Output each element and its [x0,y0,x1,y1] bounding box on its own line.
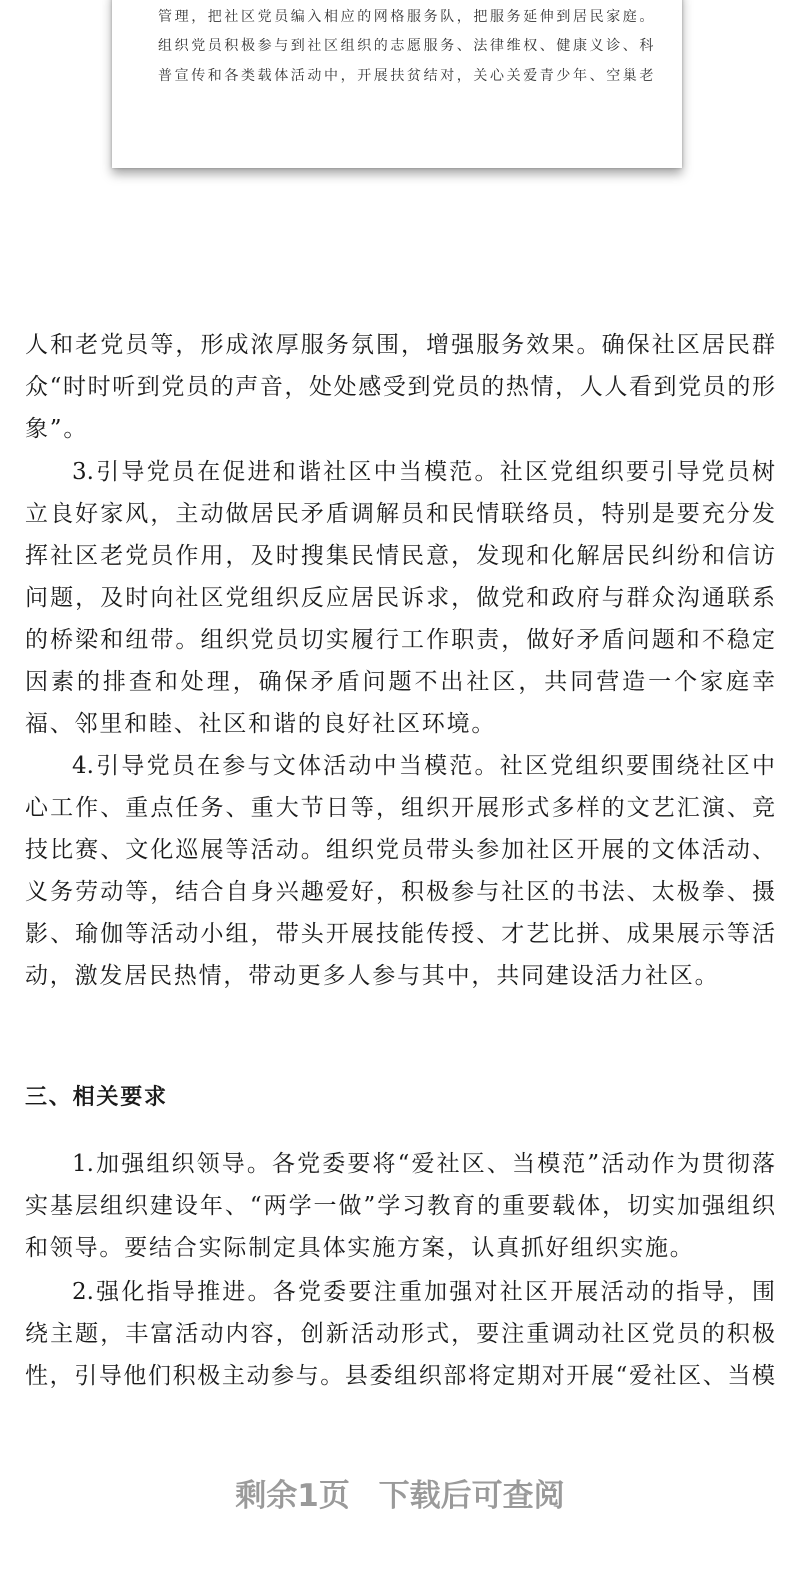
text-line: 4.引导党员在参与文体活动中当模范。社区党组织要围绕社区中 [72,753,775,779]
text-line: 人和老党员等，形成浓厚服务氛围，增强服务效果。确保社区居民群 [25,332,775,358]
page-preview-card [112,0,682,168]
text-line: 福、邻里和睦、社区和谐的良好社区环境。 [25,711,497,737]
card-line: 普宣传和各类载体活动中，开展扶贫结对，关心关爱青少年、空巢老 [158,68,656,84]
text-line: 实基层组织建设年、“两学一做”学习教育的重要载体，切实加强组织 [25,1193,775,1219]
text-line: 和领导。要结合实际制定具体实施方案，认真抓好组织实施。 [25,1235,695,1261]
text-line: 立良好家风，主动做居民矛盾调解员和民情联络员，特别是要充分发 [25,501,775,527]
text-line: 性，引导他们积极主动参与。县委组织部将定期对开展“爱社区、当模 [25,1363,775,1389]
download-to-read-more-link[interactable]: 剩余1页 下载后可查阅 [235,1478,565,1514]
section-heading: 三、相关要求 [25,1085,168,1110]
text-line: 问题，及时向社区党组织反应居民诉求，做党和政府与群众沟通联系 [25,585,775,611]
text-line: 的桥梁和纽带。组织党员切实履行工作职责，做好矛盾问题和不稳定 [25,627,775,653]
text-line: 绕主题，丰富活动内容，创新活动形式，要注重调动社区党员的积极 [25,1321,775,1347]
card-line: 组织党员积极参与到社区组织的志愿服务、法律维权、健康义诊、科 [158,38,656,54]
text-line: 众“时时听到党员的声音，处处感受到党员的热情，人人看到党员的形 [25,374,775,400]
text-line: 象”。 [25,416,89,442]
card-line: 管理，把社区党员编入相应的网格服务队，把服务延伸到居民家庭。 [158,9,656,25]
text-line: 因素的排查和处理，确保矛盾问题不出社区，共同营造一个家庭幸 [25,669,775,695]
text-line: 义务劳动等，结合自身兴趣爱好，积极参与社区的书法、太极拳、摄 [25,879,775,905]
text-line: 技比赛、文化巡展等活动。组织党员带头参加社区开展的文体活动、 [25,837,775,863]
text-line: 2.强化指导推进。各党委要注重加强对社区开展活动的指导，围 [72,1279,775,1305]
text-line: 1.加强组织领导。各党委要将“爱社区、当模范”活动作为贯彻落 [72,1151,775,1177]
text-line: 3.引导党员在促进和谐社区中当模范。社区党组织要引导党员树 [72,459,775,485]
text-line: 心工作、重点任务、重大节日等，组织开展形式多样的文艺汇演、竞 [25,795,775,821]
text-line: 动，激发居民热情，带动更多人参与其中，共同建设活力社区。 [25,963,720,989]
text-line: 影、瑜伽等活动小组，带头开展技能传授、才艺比拼、成果展示等活 [25,921,775,947]
text-line: 挥社区老党员作用，及时搜集民情民意，发现和化解居民纠纷和信访 [25,543,775,569]
